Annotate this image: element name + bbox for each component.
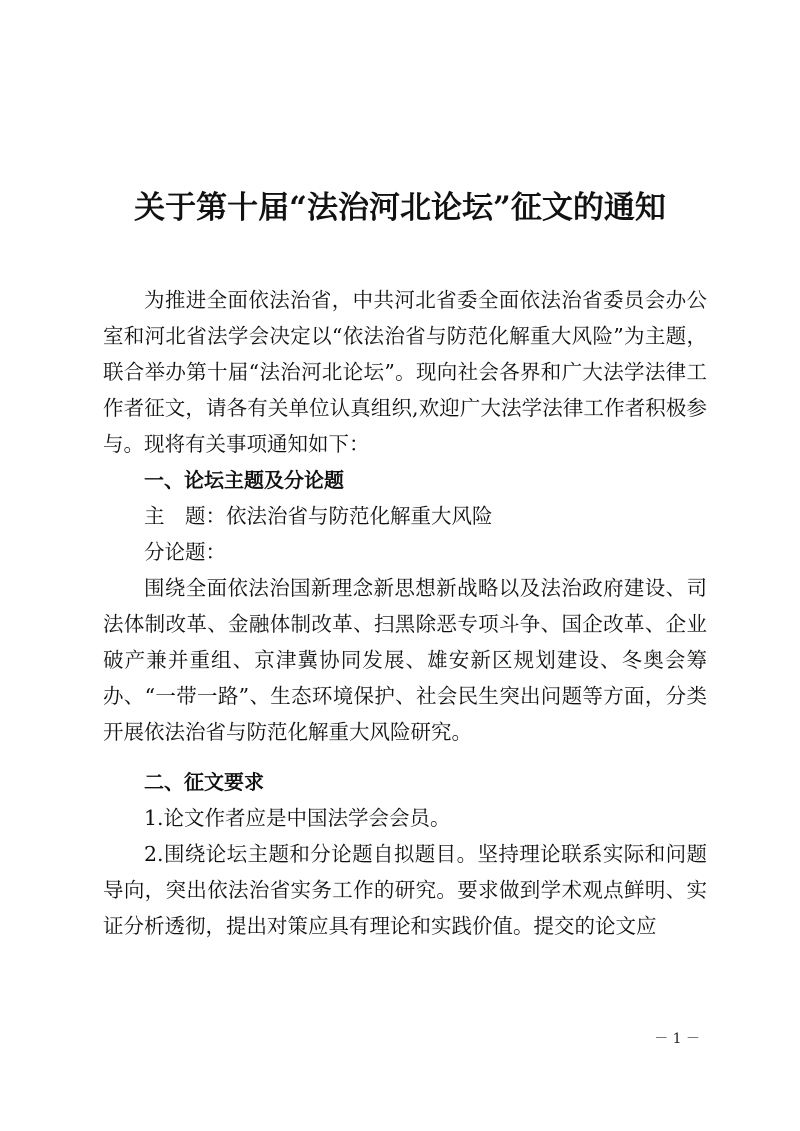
document-title: 关于第十届“法治河北论坛”征文的通知 bbox=[134, 190, 666, 226]
section-heading-requirements: 二、征文要求 bbox=[144, 770, 264, 794]
requirement-item-1: 1.论文作者应是中国法学会会员。 bbox=[144, 806, 451, 830]
subtopics-paragraph: 围绕全面依法治国新理念新思想新战略以及法治政府建设、司法体制改革、金融体制改革、扫黑除恶专项斗争、国企改革、企业破产兼并重组、京津冀协同发展、雄安新区规划建设、冬奥会筹办、“一带一路”、生态环境保护、社会民生突出问题等方面，分类开展依法治省与防范化解重大风险研究。 bbox=[103, 576, 707, 744]
section-heading-topics: 一、论坛主题及分论题 bbox=[144, 468, 344, 492]
theme-line: 主 题：依法治省与防范化解重大风险 bbox=[144, 504, 493, 528]
subtopics-label: 分论题： bbox=[144, 540, 226, 564]
requirement-item-2: 2.围绕论坛主题和分论题自拟题目。坚持理论联系实际和问题导向，突出依法治省实务工作的研究。要求做到学术观点鲜明、实证分析透彻，提出对策应具有理论和实践价值。提交的论文应 bbox=[103, 842, 707, 938]
document-body bbox=[103, 282, 707, 944]
page-number: － 1 － bbox=[654, 1031, 700, 1047]
intro-paragraph: 为推进全面依法治省，中共河北省委全面依法治省委员会办公室和河北省法学会决定以“依法治省与防范化解重大风险”为主题，联合举办第十届“法治河北论坛”。现向社会各界和广大法学法律工作者征文，请各有关单位认真组织,欢迎广大法学法律工作者积极参与。现将有关事项通知如下： bbox=[103, 288, 707, 456]
